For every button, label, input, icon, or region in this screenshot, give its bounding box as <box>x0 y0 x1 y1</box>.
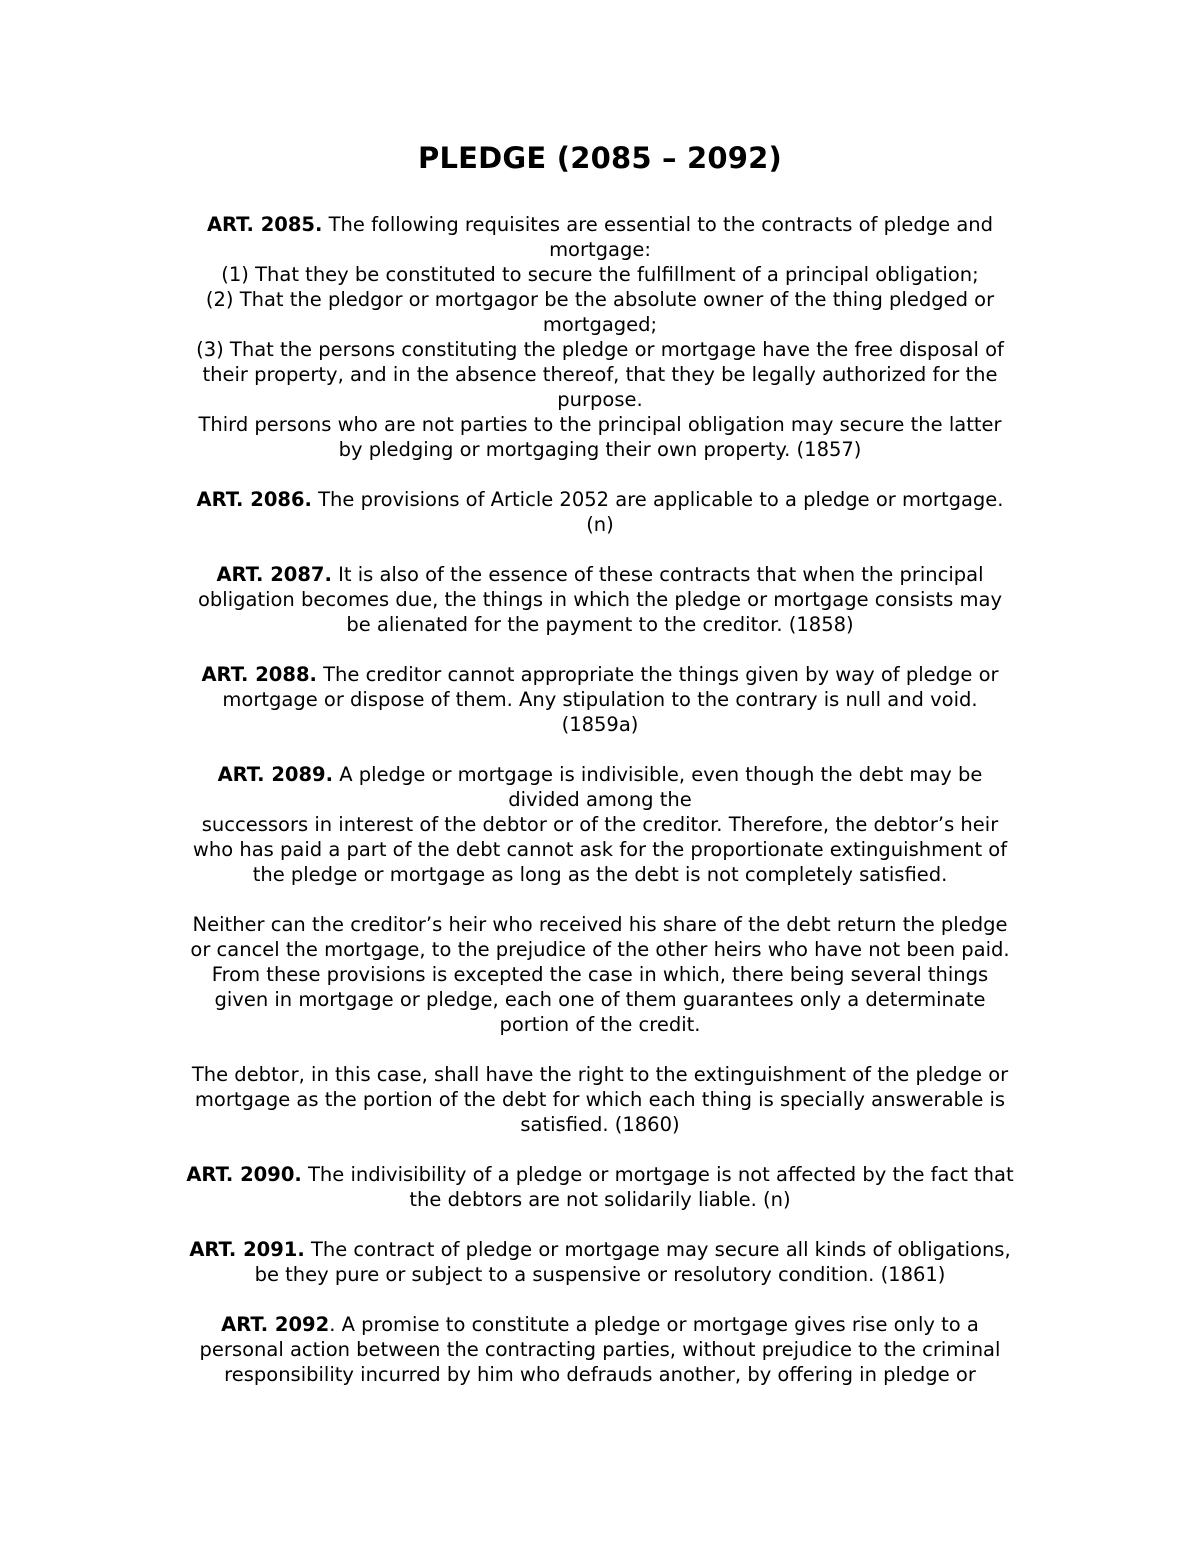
article-2088 <box>140 662 1060 737</box>
article-text: . A promise to constitute a pledge or mortgage gives rise only to a <box>329 1313 979 1336</box>
article-line: responsibility incurred by him who defrauds another, by offering in pledge or <box>224 1363 976 1386</box>
article-first-line <box>140 662 1060 687</box>
article-line: (n) <box>586 513 614 536</box>
article-first-line <box>140 1312 1060 1337</box>
article-first-line <box>140 1162 1060 1187</box>
article-2085 <box>140 212 1060 462</box>
article-first-line <box>140 487 1060 512</box>
article-line: satisfied. (1860) <box>520 1113 680 1136</box>
article-line: (2) That the pledgor or mortgagor be the absolute owner of the thing pledged or <box>205 288 995 311</box>
article-line: Neither can the creditor’s heir who received his share of the debt return the pledge <box>192 913 1008 936</box>
article-line: who has paid a part of the debt cannot ask for the proportionate extinguishment of <box>192 838 1008 861</box>
article-line: purpose. <box>557 388 643 411</box>
document-title: PLEDGE (2085 – 2092) <box>418 141 782 175</box>
article-label: ART. 2091. <box>189 1238 305 1261</box>
article-first-line <box>140 212 1060 237</box>
article-text: The provisions of Article 2052 are applicable to a pledge or mortgage. <box>311 488 1004 511</box>
article-label: ART. 2087. <box>216 563 332 586</box>
article-label: ART. 2086. <box>196 488 312 511</box>
article-line: their property, and in the absence thereof, that they be legally authorized for the <box>202 363 998 386</box>
article-text: The contract of pledge or mortgage may secure all kinds of obligations, <box>304 1238 1011 1261</box>
article-text: The following requisites are essential to the contracts of pledge and <box>322 213 994 236</box>
article-text: The indivisibility of a pledge or mortgage is not affected by the fact that <box>301 1163 1014 1186</box>
article-2089 <box>140 762 1060 887</box>
article-line: (3) That the persons constituting the pledge or mortgage have the free disposal of <box>196 338 1004 361</box>
article-2090 <box>140 1162 1060 1212</box>
article-line: mortgage as the portion of the debt for which each thing is specially answerable is <box>194 1088 1006 1111</box>
article-2089-paragraph-2 <box>140 912 1060 1037</box>
article-line: From these provisions is excepted the case in which, there being several things <box>211 963 989 986</box>
article-line: divided among the <box>508 788 692 811</box>
article-line: be they pure or subject to a suspensive or resolutory condition. (1861) <box>254 1263 946 1286</box>
article-label: ART. 2088. <box>201 663 317 686</box>
article-line: obligation becomes due, the things in which the pledge or mortgage consists may <box>197 588 1003 611</box>
article-line: portion of the credit. <box>499 1013 701 1036</box>
article-first-line <box>140 562 1060 587</box>
article-line: successors in interest of the debtor or of the creditor. Therefore, the debtor’s heir <box>201 813 999 836</box>
article-line: Third persons who are not parties to the principal obligation may secure the latter <box>198 413 1002 436</box>
article-label: ART. 2090. <box>186 1163 302 1186</box>
article-2086 <box>140 487 1060 537</box>
article-line: mortgaged; <box>542 313 658 336</box>
article-label: ART. 2092 <box>221 1313 330 1336</box>
article-2087 <box>140 562 1060 637</box>
article-line: or cancel the mortgage, to the prejudice of the other heirs who have not been paid. <box>190 938 1010 961</box>
article-line: mortgage: <box>549 238 651 261</box>
article-first-line <box>140 1237 1060 1262</box>
article-2089-paragraph-3 <box>140 1062 1060 1137</box>
article-line: be alienated for the payment to the creditor. (1858) <box>346 613 854 636</box>
article-2092 <box>140 1312 1060 1387</box>
article-line: (1) That they be constituted to secure the fulfillment of a principal obligation; <box>221 263 979 286</box>
article-2091 <box>140 1237 1060 1287</box>
article-line: personal action between the contracting parties, without prejudice to the criminal <box>199 1338 1001 1361</box>
article-text: A pledge or mortgage is indivisible, even though the debt may be <box>333 763 983 786</box>
article-line: the debtors are not solidarily liable. (n) <box>409 1188 791 1211</box>
article-line: the pledge or mortgage as long as the debt is not completely satisfied. <box>252 863 948 886</box>
article-first-line <box>140 762 1060 787</box>
article-label: ART. 2089. <box>217 763 334 786</box>
article-line: mortgage or dispose of them. Any stipulation to the contrary is null and void. <box>222 688 978 711</box>
article-line: by pledging or mortgaging their own property. (1857) <box>338 438 862 461</box>
article-line: The debtor, in this case, shall have the right to the extinguishment of the pledge or <box>191 1063 1009 1086</box>
article-line: given in mortgage or pledge, each one of them guarantees only a determinate <box>214 988 986 1011</box>
document-page <box>140 138 1060 1387</box>
article-text: The creditor cannot appropriate the things given by way of pledge or <box>316 663 999 686</box>
article-label: ART. 2085. <box>206 213 323 236</box>
article-line: (1859a) <box>561 713 639 736</box>
article-text: It is also of the essence of these contracts that when the principal <box>331 563 984 586</box>
